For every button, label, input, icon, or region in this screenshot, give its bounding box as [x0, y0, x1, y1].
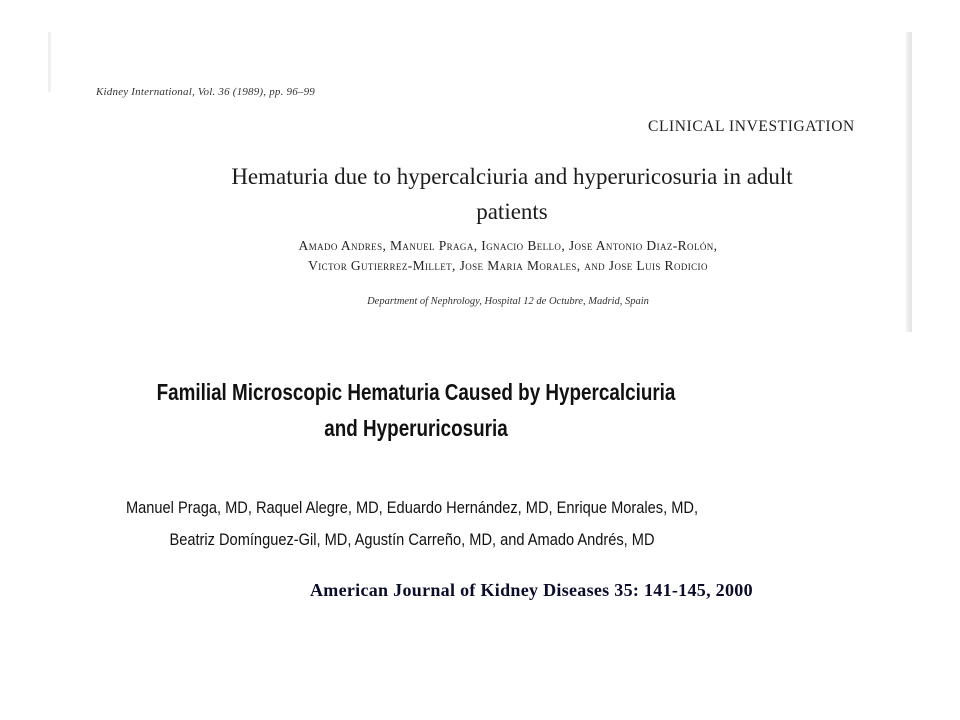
article1-affiliation: Department of Nephrology, Hospital 12 de Octubre, Madrid, Spain — [367, 296, 649, 307]
article2-title-line: Familial Microscopic Hematuria Caused by Hypercalciuria — [156, 379, 676, 405]
article2-authors — [120, 492, 705, 556]
article1-title-line: Hematuria due to hypercalciuria and hyperuricosuria in adult — [231, 164, 793, 189]
article2-author-line: Manuel Praga, MD, Raquel Alegre, MD, Eduardo Hernández, MD, Enrique Morales, MD, — [125, 498, 699, 517]
article2-title — [154, 374, 679, 446]
article1-journal-line: Kidney International, Vol. 36 (1989), pp. 96–99 — [96, 86, 315, 98]
article1-title — [112, 159, 912, 229]
article1-section-label: CLINICAL INVESTIGATION — [648, 118, 855, 135]
article1-authors — [108, 236, 908, 276]
article2-title-line: and Hyperuricosuria — [324, 415, 508, 441]
article2-author-line: Beatriz Domínguez-Gil, MD, Agustín Carreño, MD, and Amado Andrés, MD — [169, 530, 655, 549]
article1-author-line: Victor Gutierrez-Millet, Jose Maria Morales, and Jose Luis Rodicio — [308, 258, 708, 273]
scan-edge-shadow — [48, 32, 51, 92]
article1-author-line: Amado Andres, Manuel Praga, Ignacio Bello, Jose Antonio Diaz-Rolón, — [298, 238, 718, 253]
article1-scan — [48, 32, 912, 332]
article1-title-line: patients — [476, 199, 548, 224]
article2-citation: American Journal of Kidney Diseases 35: 141-145, 2000 — [310, 580, 753, 600]
